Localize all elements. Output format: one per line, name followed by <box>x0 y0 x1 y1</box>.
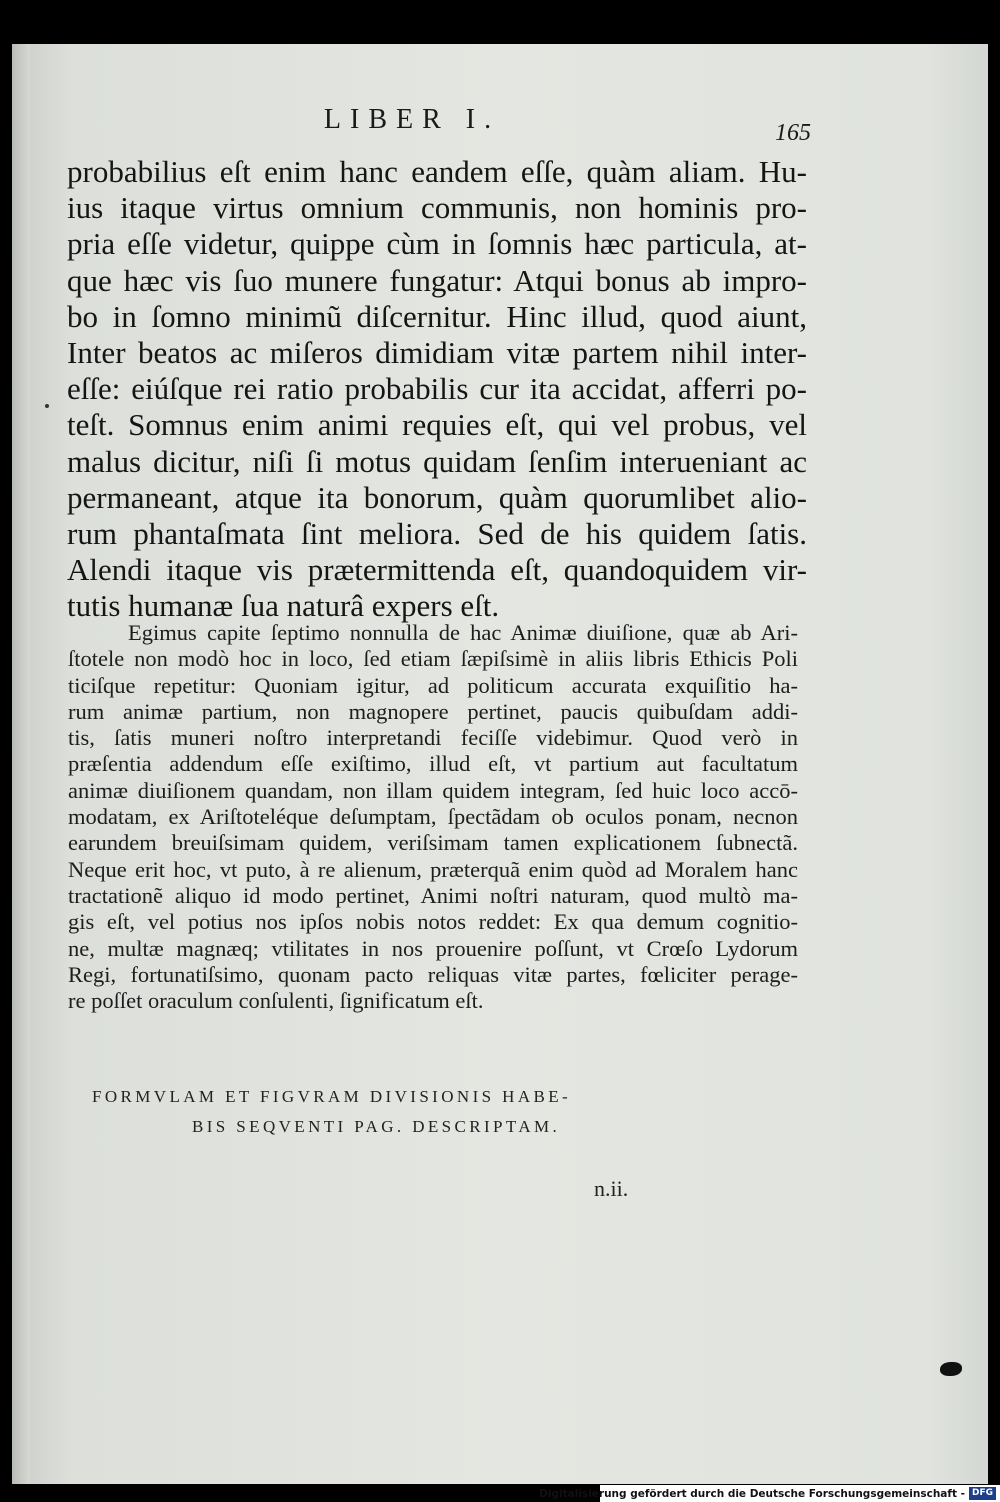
commentary-block <box>68 620 798 1014</box>
commentary-line: Neque erit hoc, vt puto, à re alienum, præterquã enim quòd ad Moralem hanc <box>68 856 798 882</box>
commentary-line: ticiſque repetitur: Quoniam igitur, ad politicum accurata exquiſitio ha- <box>68 672 798 698</box>
formula-line-1: FORMVLAM ET FIGVRAM DIVISIONIS HABE- <box>92 1087 572 1106</box>
commentary-line: ne, multæ magnæq; vtilitates in nos prouenire poſſunt, vt Crœſo Lydorum <box>68 935 798 961</box>
formula-line-2: BIS SEQVENTI PAG. DESCRIPTAM. <box>192 1117 561 1136</box>
page-number: 165 <box>775 120 811 146</box>
running-head: LIBER I. <box>323 104 501 135</box>
main-text-line: teſt. Somnus enim animi requies eſt, qui vel probus, vel <box>67 407 807 443</box>
main-text-line: Inter beatos ac miſeros dimidiam vitæ partem nihil inter- <box>67 335 807 371</box>
main-text-line: Alendi itaque vis prætermittenda eſt, quandoquidem vir- <box>67 552 807 588</box>
main-text-line: malus dicitur, niſi ſi motus quidam ſenſim interueniant ac <box>67 443 807 479</box>
main-text-line: eſſe: eiúſque rei ratio probabilis cur ita accidat, afferri po- <box>67 371 807 407</box>
commentary-line: rum animæ partium, non magnopere pertinet, paucis quibuſdam addi- <box>68 698 798 724</box>
dfg-logo: DFG <box>969 1487 996 1500</box>
signature-mark: n.ii. <box>594 1176 629 1201</box>
main-text-line: pria eſſe videtur, quippe cùm in ſomnis hæc particula, at- <box>67 226 807 262</box>
commentary-line: Egimus capite ſeptimo nonnulla de hac Animæ diuiſione, quæ ab Ari- <box>128 620 798 645</box>
main-text-line: ius itaque virtus omnium communis, non hominis pro- <box>67 190 807 226</box>
main-text-line: probabilius eſt enim hanc eandem eſſe, quàm aliam. Hu- <box>67 154 807 189</box>
book-page <box>12 44 988 1484</box>
commentary-line: ſtotele non modò hoc in loco, ſed etiam ſæpiſsimè in aliis libris Ethicis Poli <box>68 646 798 672</box>
margin-mark <box>45 404 49 408</box>
main-text-line: que hæc vis ſuo munere fungatur: Atqui bonus ab impro- <box>67 262 807 298</box>
commentary-line: modatam, ex Ariſtoteléque deſumptam, ſpectãdam ob oculos ponam, necnon <box>68 804 798 830</box>
commentary-line: gis eſt, vel potius nos ipſos nobis notos reddet: Ex qua demum cognitio- <box>68 909 798 935</box>
page-edge-shadow <box>12 44 30 1484</box>
commentary-line: re poſſet oraculum conſulenti, ſignificatum eſt. <box>68 988 484 1014</box>
commentary-line: tractationẽ aliquo id modo pertinet, Animi noſtri naturam, quod multò ma- <box>68 882 798 908</box>
main-text-line: rum phantaſmata ſint meliora. Sed de his quidem ſatis. <box>67 516 807 552</box>
main-text-line: bo in ſomno minimũ diſcernitur. Hinc illud, quod aiunt, <box>67 298 807 334</box>
main-text-line: tutis humanæ ſua naturâ expers eſt. <box>67 588 500 624</box>
main-text-block <box>67 154 807 625</box>
footer-credit: Digitalisierung gefördert durch die Deutsche Forschungsgemeinschaft - <box>539 1487 965 1500</box>
commentary-line: tis, ſatis muneri noſtro interpretandi feciſſe videbimur. Quod verò in <box>68 725 798 751</box>
ink-blot <box>940 1362 962 1376</box>
commentary-line: earundem breuiſsimam quidem, veriſsimam tamen explicationem ſubnectã. <box>68 830 798 856</box>
commentary-line: Regi, fortunatiſsimo, quonam pacto reliquas vitæ partes, fœliciter perage- <box>68 961 798 987</box>
digitization-footer <box>539 1485 1000 1502</box>
commentary-line: animæ diuiſionem quandam, non illam quidem integram, ſed huic loco accō- <box>68 777 798 803</box>
formula-note <box>92 1082 752 1142</box>
main-text-line: permaneant, atque ita bonorum, quàm quorumlibet alio- <box>67 479 807 515</box>
commentary-line: præſentia addendum eſſe exiſtimo, illud eſt, vt partium aut facultatum <box>68 751 798 777</box>
